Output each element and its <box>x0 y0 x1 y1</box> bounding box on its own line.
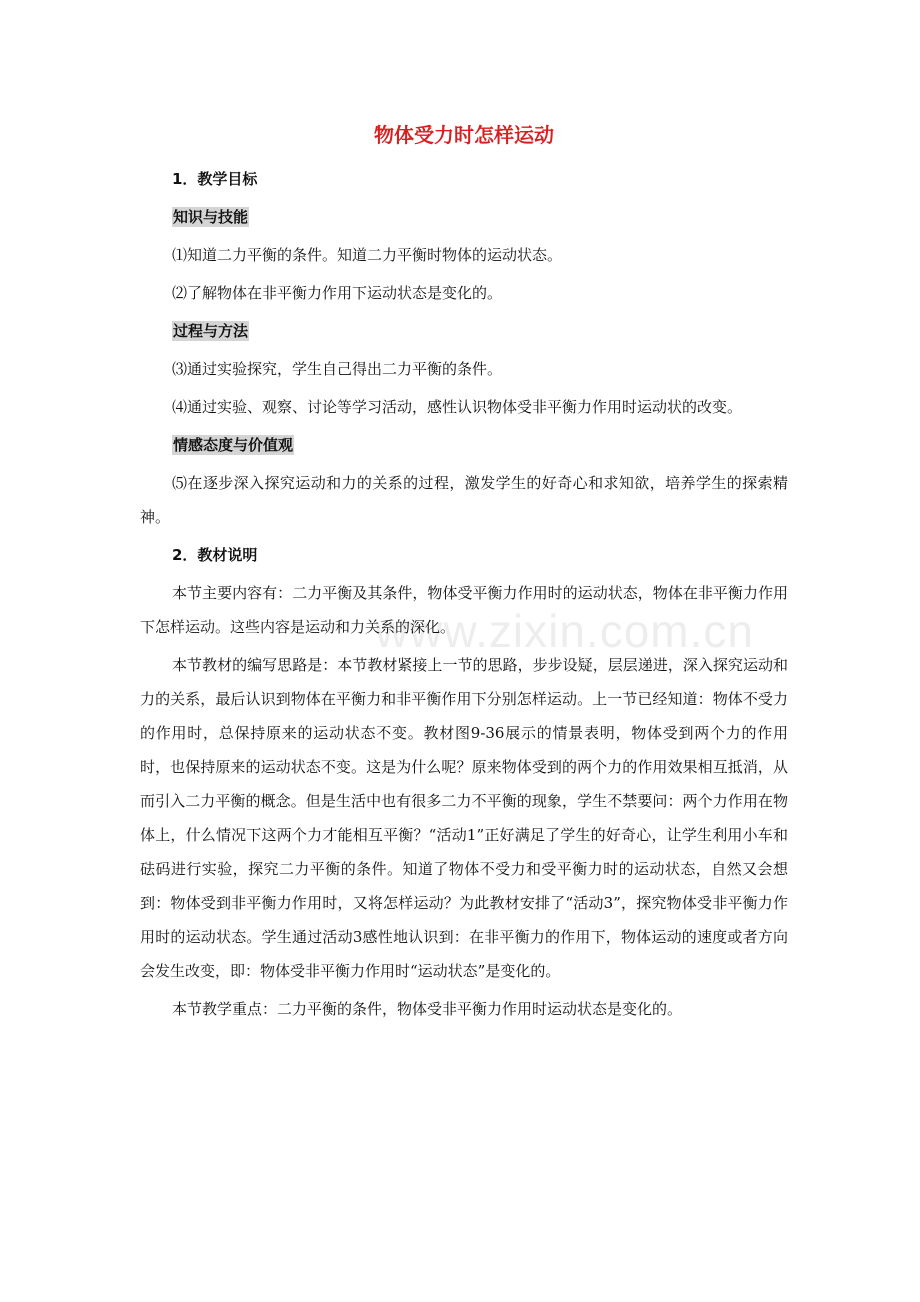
body-paragraph: 本节主要内容有：二力平衡及其条件，物体受平衡力作用时的运动状态，物体在非平衡力作用下怎样运动。这些内容是运动和力关系的深化。 <box>140 584 788 636</box>
subheading-label: 过程与方法 <box>173 322 249 340</box>
goal-item: ⑵了解物体在非平衡力作用下运动状态是变化的。 <box>172 284 503 302</box>
goal-item: ⑶通过实验探究，学生自己得出二力平衡的条件。 <box>172 360 503 378</box>
subheading-process-method <box>140 314 788 348</box>
goal-item: ⑸在逐步深入探究运动和力的关系的过程，激发学生的好奇心和求知欲，培养学生的探索精神。 <box>140 474 788 526</box>
subheading-label: 情感态度与价值观 <box>173 436 294 454</box>
subheading-knowledge-skills <box>140 200 788 234</box>
document-body <box>140 118 788 1030</box>
section-heading-teaching-goals: 1．教学目标 <box>172 170 258 188</box>
goal-item: ⑴知道二力平衡的条件。知道二力平衡时物体的运动状态。 <box>172 246 563 264</box>
subheading-attitude-values <box>140 428 788 462</box>
page-title: 物体受力时怎样运动 <box>374 123 554 147</box>
body-paragraph: 本节教学重点：二力平衡的条件，物体受非平衡力作用时运动状态是变化的。 <box>172 1000 683 1018</box>
section-heading-material-notes: 2．教材说明 <box>172 546 258 564</box>
watermark: www.zixin.com.cn <box>375 605 754 657</box>
body-paragraph: 本节教材的编写思路是：本节教材紧接上一节的思路，步步设疑，层层递进，深入探究运动和力的关系，最后认识到物体在平衡力和非平衡作用下分别怎样运动。上一节已经知道：物体不受力的作用时，总保持原来的运动状态不变。教材图9-36展示的情景表明，物体受到两个力的作用时，也保持原来的运动状态不变。这是为什么呢？原来物体受到的两个力的作用效果相互抵消，从而引入二力平衡的概念。但是生活中也有很多二力不平衡的现象，学生不禁要问：两个力作用在物体上，什么情况下这两个力才能相互平衡？“活动1”正好满足了学生的好奇心，让学生利用小车和砝码进行实验，探究二力平衡的条件。知道了物体不受力和受平衡力时的运动状态，自然又会想到：物体受到非平衡力作用时，又将怎样运动？为此教材安排了“活动3”，探究物体受非平衡力作用时的运动状态。学生通过活动3感性地认识到：在非平衡力的作用下，物体运动的速度或者方向会发生改变，即：物体受非平衡力作用时“运动状态”是变化的。 <box>140 656 788 980</box>
goal-item: ⑷通过实验、观察、讨论等学习活动，感性认识物体受非平衡力作用时运动状的改变。 <box>172 398 743 416</box>
subheading-label: 知识与技能 <box>173 208 249 226</box>
